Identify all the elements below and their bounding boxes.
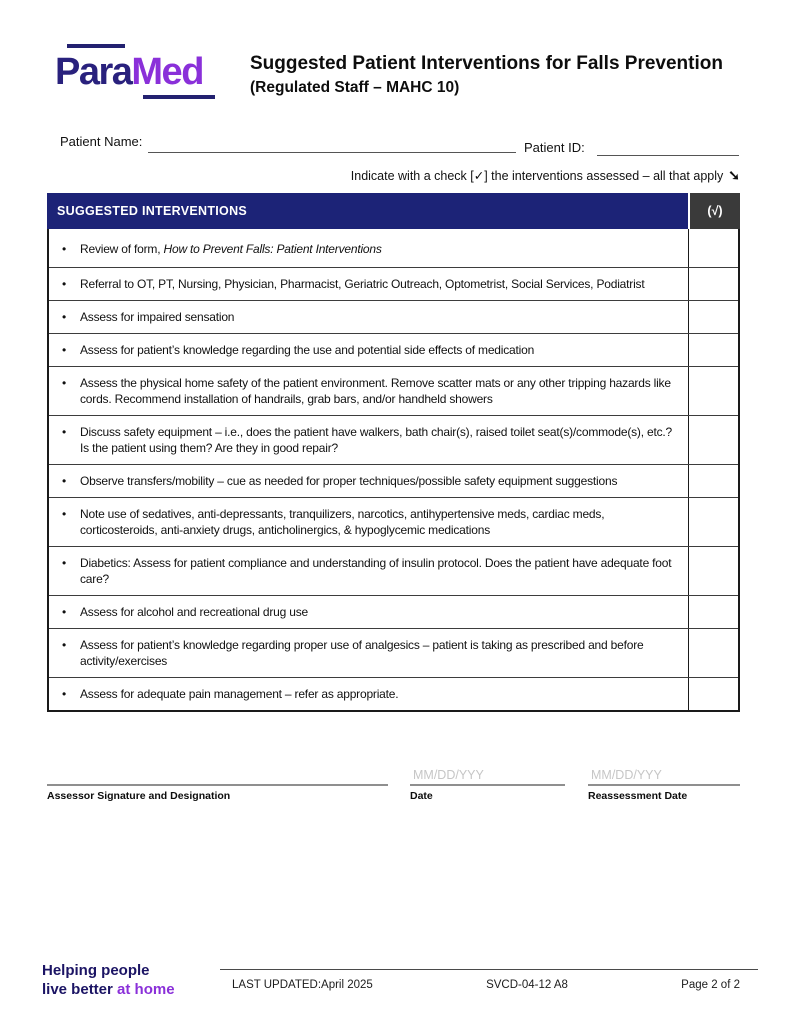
check-cell[interactable]: [688, 334, 738, 366]
date-label: Date: [410, 790, 433, 802]
table-header-row: [47, 193, 740, 229]
bullet-icon: •: [62, 343, 67, 357]
brand-tagline: [42, 961, 175, 999]
intervention-text: Assess for alcohol and recreational drug use: [80, 605, 309, 619]
table-row: [49, 628, 738, 677]
logo-text: [55, 51, 215, 93]
patient-id-field[interactable]: [597, 141, 739, 156]
page-subtitle: (Regulated Staff – MAHC 10): [250, 79, 460, 96]
date-field[interactable]: MM/DD/YYY: [410, 768, 565, 786]
table-row: [49, 267, 738, 300]
check-instruction-text: Indicate with a check [✓] the interventions assessed – all that apply: [350, 169, 724, 183]
intervention-text: Referral to OT, PT, Nursing, Physician, Pharmacist, Geriatric Outreach, Optometrist, Social Services, Podiatrist: [80, 277, 645, 291]
signature-section: [47, 768, 740, 802]
table-row: [49, 333, 738, 366]
intervention-cell: [49, 629, 688, 677]
patient-name-label: Patient Name:: [60, 134, 143, 149]
table-row: [49, 546, 738, 595]
intervention-cell: [49, 334, 688, 366]
intervention-text: Discuss safety equipment – i.e., does the patient have walkers, bath chair(s), raised toilet seat(s)/commode(s), etc.? Is the patient using them? Are they in good repair?: [80, 425, 673, 455]
intervention-cell: [49, 498, 688, 546]
check-cell[interactable]: [688, 416, 738, 464]
bullet-icon: •: [62, 687, 67, 701]
table-header-check-column: (√): [688, 193, 740, 229]
table-row: [49, 229, 738, 267]
intervention-text: Assess for patient’s knowledge regarding the use and potential side effects of medication: [80, 343, 535, 357]
intervention-text: Note use of sedatives, anti-depressants, tranquilizers, narcotics, antihypertensive meds, cardiac meds, corticosteroids, anti-anxiety drugs, anticholinergics, & hypoglycemic medications: [80, 507, 605, 537]
tagline-line1: Helping people: [42, 962, 150, 979]
bullet-icon: •: [62, 310, 67, 324]
interventions-table: [47, 193, 740, 712]
table-header-suggested-interventions: SUGGESTED INTERVENTIONS: [47, 193, 688, 229]
check-instruction: [351, 167, 740, 184]
check-cell[interactable]: [688, 465, 738, 497]
bullet-icon: •: [62, 242, 67, 256]
intervention-cell: [49, 465, 688, 497]
bullet-icon: •: [62, 507, 67, 521]
southeast-arrow-icon: ➘: [728, 167, 740, 183]
tagline-line2-purple: at home: [117, 981, 175, 998]
intervention-cell: [49, 301, 688, 333]
patient-name-field[interactable]: [148, 136, 516, 153]
intervention-cell: [49, 547, 688, 595]
intervention-text: Diabetics: Assess for patient compliance and understanding of insulin protocol. Does the patient have adequate foot care?: [80, 556, 672, 586]
intervention-cell: [49, 229, 688, 267]
table-row: [49, 366, 738, 415]
table-row: [49, 677, 738, 710]
intervention-cell: [49, 416, 688, 464]
bullet-icon: •: [62, 376, 67, 390]
logo-text-med: Med: [131, 51, 203, 93]
logo-top-rule: [67, 44, 125, 48]
intervention-text: Assess the physical home safety of the patient environment. Remove scatter mats or any other tripping hazards like cords. Recommend installation of handrails, grab bars, and/or handheld showers: [80, 376, 671, 406]
table-row: [49, 415, 738, 464]
bullet-icon: •: [62, 474, 67, 488]
table-row: [49, 595, 738, 628]
reassessment-date-label: Reassessment Date: [588, 790, 688, 802]
bullet-icon: •: [62, 425, 67, 439]
page-title: Suggested Patient Interventions for Falls Prevention: [250, 53, 723, 74]
intervention-text-italic: How to Prevent Falls: Patient Interventions: [163, 242, 382, 256]
intervention-cell: [49, 678, 688, 710]
check-cell[interactable]: [688, 678, 738, 710]
check-cell[interactable]: [688, 547, 738, 595]
page-number: Page 2 of 2: [681, 979, 740, 991]
intervention-text: Observe transfers/mobility – cue as needed for proper techniques/possible safety equipment suggestions: [80, 474, 618, 488]
bullet-icon: •: [62, 638, 67, 652]
check-cell[interactable]: [688, 229, 738, 267]
table-body: [47, 229, 740, 712]
table-row: [49, 464, 738, 497]
intervention-cell: [49, 268, 688, 300]
reassessment-date-field[interactable]: MM/DD/YYY: [588, 768, 740, 786]
logo-text-para: Para: [55, 51, 132, 93]
bullet-icon: •: [62, 556, 67, 570]
assessor-signature-field[interactable]: [47, 768, 388, 786]
last-updated-text: LAST UPDATED:April 2025: [232, 979, 373, 991]
paramed-logo: [55, 44, 215, 99]
intervention-text: Assess for patient’s knowledge regarding proper use of analgesics – patient is taking as prescribed and before activity/exercises: [80, 638, 644, 668]
table-row: [49, 497, 738, 546]
check-cell[interactable]: [688, 498, 738, 546]
intervention-cell: [49, 367, 688, 415]
check-cell[interactable]: [688, 629, 738, 677]
table-row: [49, 300, 738, 333]
intervention-text: Assess for adequate pain management – refer as appropriate.: [80, 687, 399, 701]
bullet-icon: •: [62, 605, 67, 619]
tagline-line2: [42, 980, 175, 999]
intervention-text: Assess for impaired sensation: [80, 310, 235, 324]
check-cell[interactable]: [688, 367, 738, 415]
check-cell[interactable]: [688, 268, 738, 300]
tagline-line2-navy: live better: [42, 981, 118, 998]
intervention-cell: [49, 596, 688, 628]
assessor-signature-label: Assessor Signature and Designation: [47, 790, 231, 802]
document-code: SVCD-04-12 A8: [486, 979, 568, 991]
page-footer: [220, 969, 758, 991]
intervention-text: Review of form,: [80, 242, 164, 256]
patient-id-label: Patient ID:: [524, 140, 585, 155]
bullet-icon: •: [62, 277, 67, 291]
logo-bottom-rule: [143, 95, 215, 99]
check-cell[interactable]: [688, 596, 738, 628]
check-cell[interactable]: [688, 301, 738, 333]
